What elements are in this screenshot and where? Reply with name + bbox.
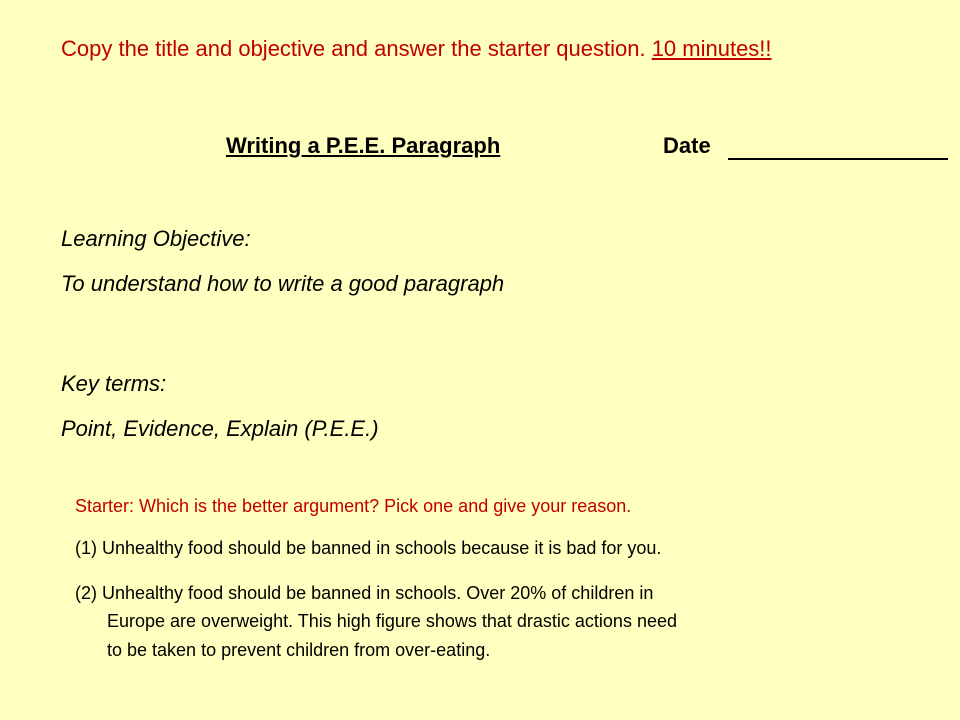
argument-option-2-line-1: (2) Unhealthy food should be banned in schools. Over 20% of children in [75, 583, 654, 603]
instruction-main: Copy the title and objective and answer the starter question. [61, 36, 652, 61]
date-label: Date [663, 133, 711, 158]
learning-objective-text: To understand how to write a good paragraph [61, 271, 505, 296]
key-terms-label: Key terms: [61, 371, 167, 396]
argument-option-1: (1) Unhealthy food should be banned in schools because it is bad for you. [75, 538, 662, 558]
page-title: Writing a P.E.E. Paragraph [226, 133, 501, 158]
argument-option-2-line-2: Europe are overweight. This high figure shows that drastic actions need [107, 611, 677, 631]
starter-question: Starter: Which is the better argument? Pick one and give your reason. [75, 496, 632, 516]
key-terms-text: Point, Evidence, Explain (P.E.E.) [61, 416, 379, 441]
learning-objective-label: Learning Objective: [61, 226, 251, 251]
instruction-time: 10 minutes!! [651, 36, 772, 61]
instruction-text [61, 36, 772, 62]
date-blank-line [728, 158, 948, 160]
argument-option-2-line-3: to be taken to prevent children from over-eating. [107, 640, 491, 660]
